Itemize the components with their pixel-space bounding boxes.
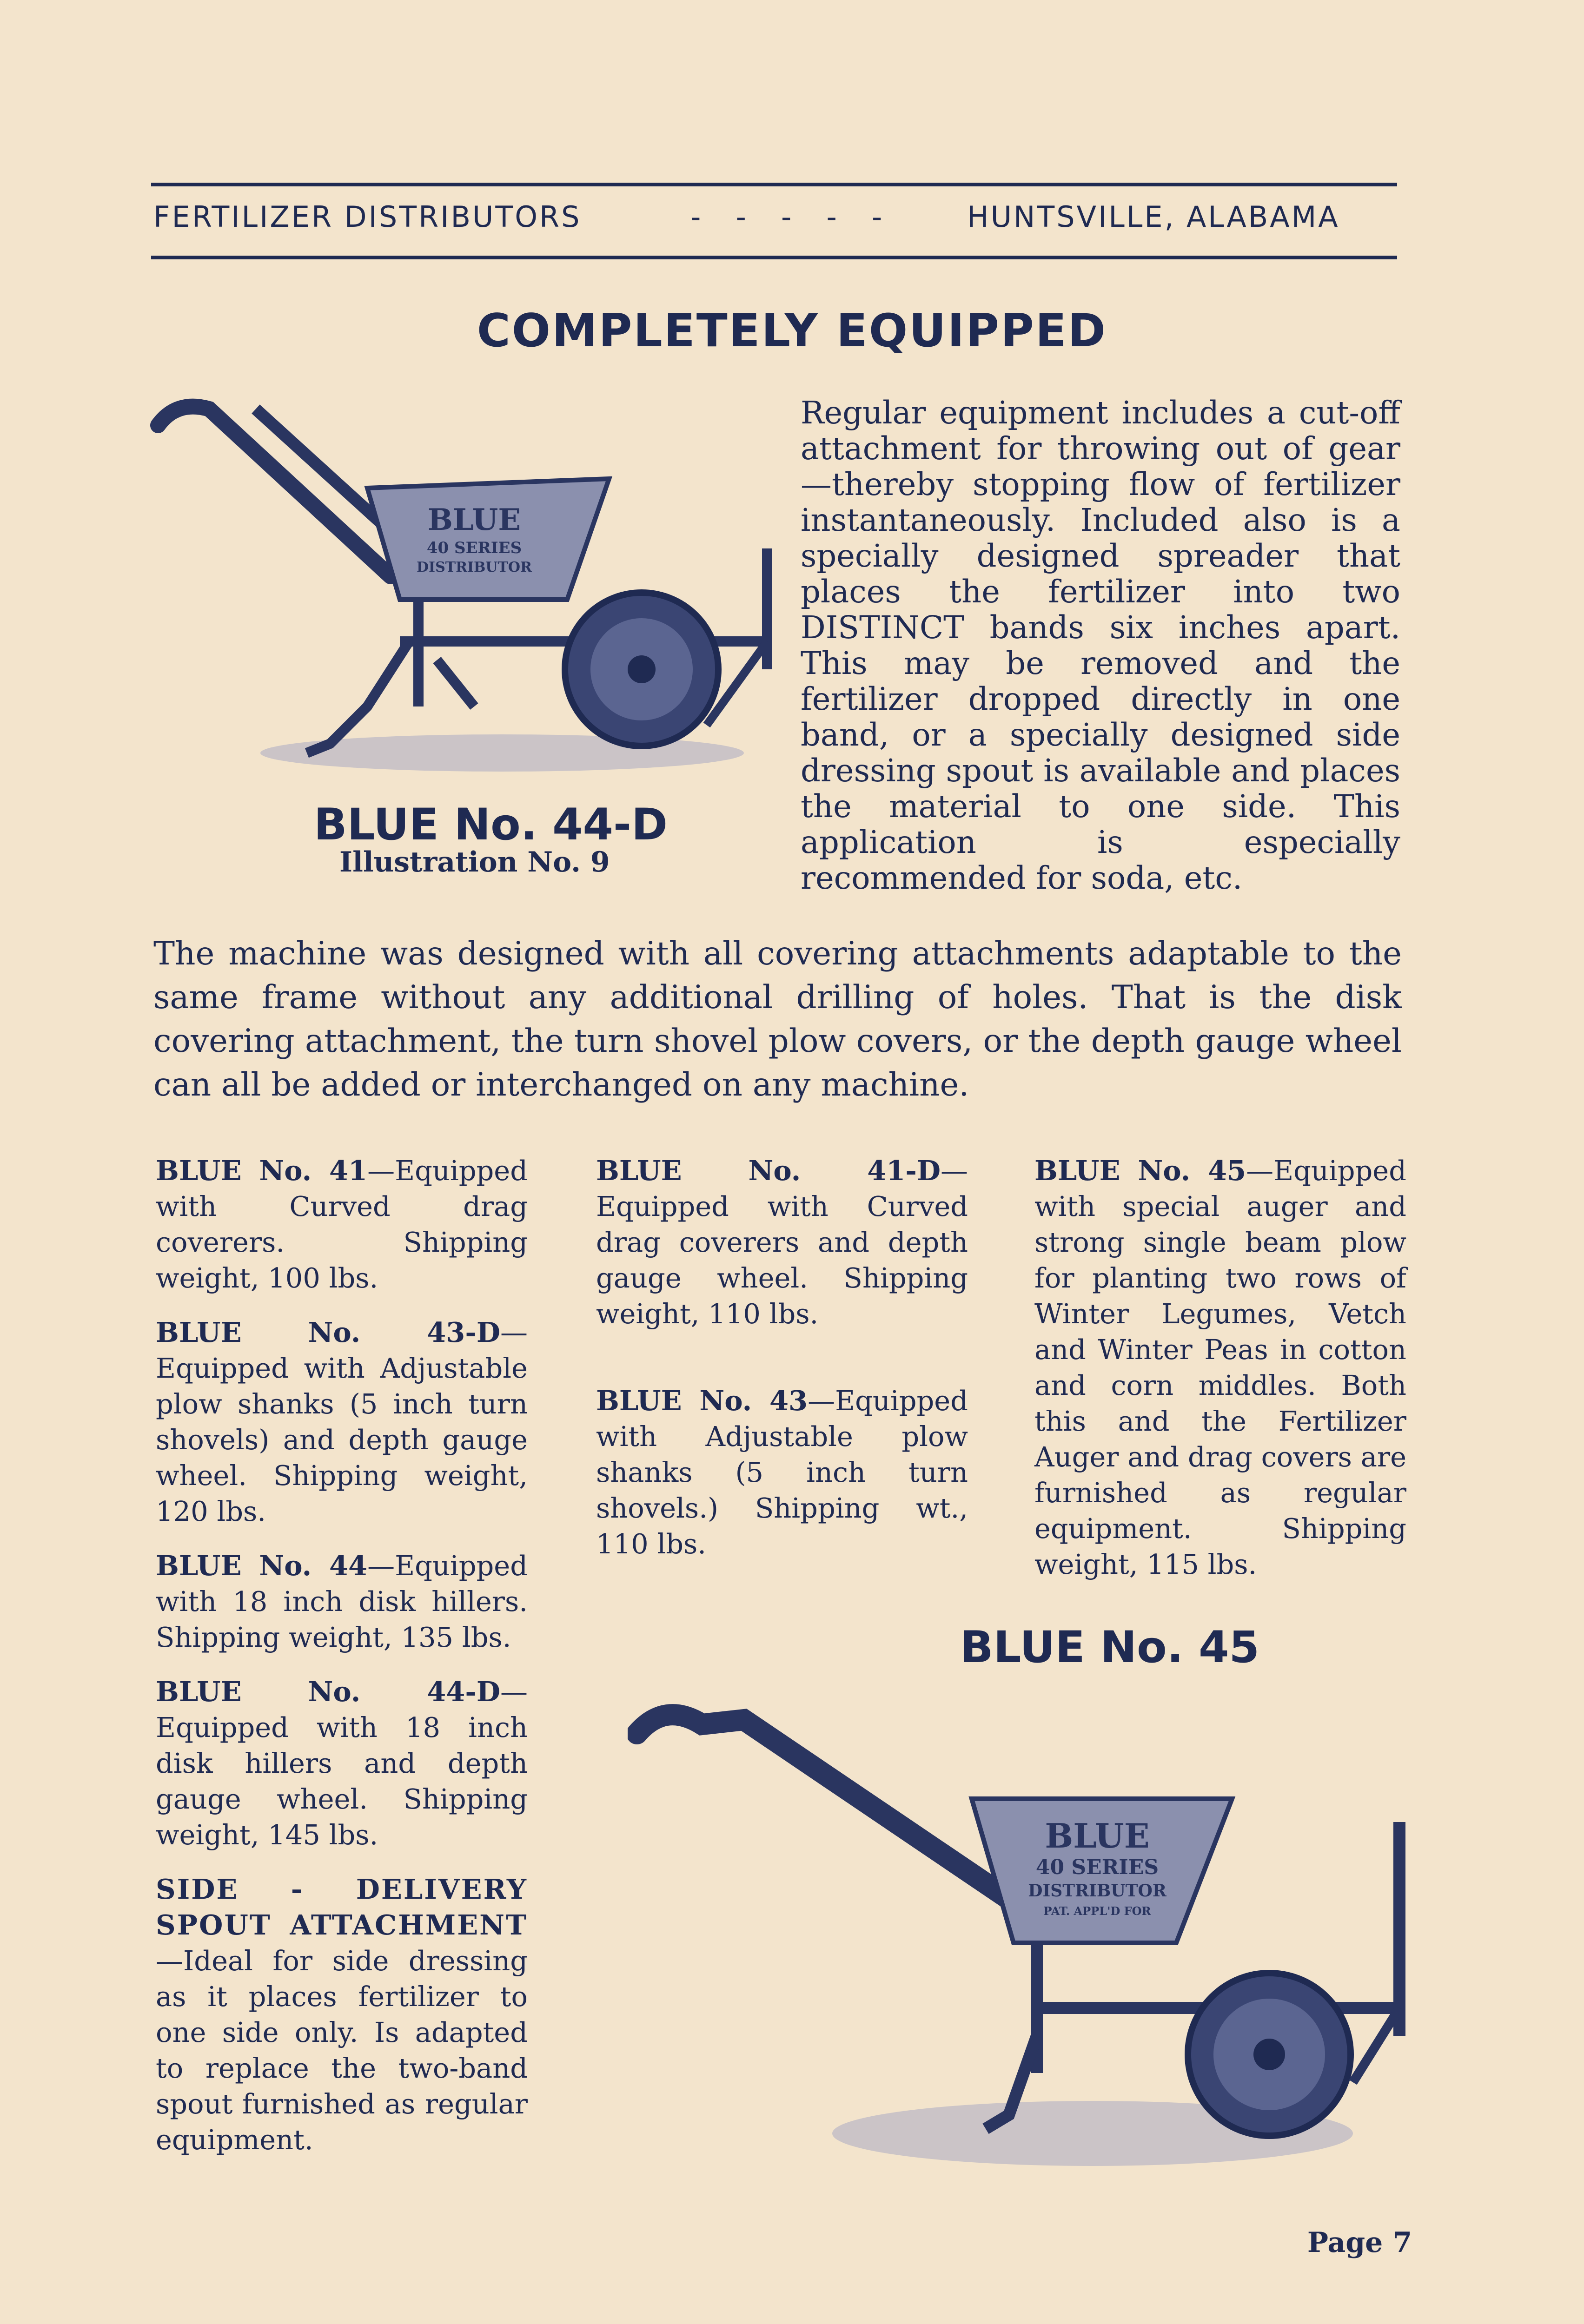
model-desc: —Equipped with Adjustable plow shanks (5 inch turn shovels.) Shipping wt., 110 lbs. — [596, 1385, 968, 1560]
svg-text:BLUE: BLUE — [427, 502, 521, 537]
model-43d-entry — [156, 1314, 528, 1529]
model-desc: —Equipped with Adjustable plow shanks (5 inch turn shovels) and depth gauge wheel. Shipping weight, 120 lbs. — [156, 1316, 528, 1527]
model-desc: —Equipped with 18 inch disk hillers and depth gauge wheel. Shipping weight, 145 lbs. — [156, 1676, 528, 1851]
model-45-entry — [1034, 1153, 1406, 1582]
model-name: BLUE No. 44 — [156, 1550, 368, 1582]
header-left-text: FERTILIZER DISTRIBUTORS — [153, 200, 582, 234]
models-column-3 — [1034, 1153, 1406, 1601]
model-desc: —Equipped with special auger and strong single beam plow for planting two rows of Winter Legumes, Vetch and Winter Peas in cotton and corn middles. Both this and the Fertilizer Auger and drag covers are furnished as regular equipment. Shipping weight, 115 lbs. — [1034, 1155, 1406, 1580]
svg-text:40 SERIES: 40 SERIES — [426, 539, 522, 557]
model-44d-entry — [156, 1674, 528, 1853]
side-delivery-entry — [156, 1871, 528, 2158]
header-top-rule — [151, 183, 1397, 186]
distributor-45-illustration — [628, 1683, 1418, 2185]
model-name: BLUE No. 41 — [156, 1155, 368, 1187]
distributor-44d-illustration — [149, 381, 776, 790]
header-dashes: - - - - - — [690, 200, 884, 234]
model-name: BLUE No. 45 — [1034, 1155, 1246, 1187]
models-column-2 — [596, 1153, 968, 1580]
models-column-1 — [156, 1153, 528, 2176]
page-title: COMPLETELY EQUIPPED — [477, 304, 1107, 357]
header-bottom-rule — [151, 256, 1397, 259]
figure-45-caption: BLUE No. 45 — [960, 1622, 1259, 1673]
hopper-label-44d — [417, 502, 532, 575]
model-desc: —Equipped with Curved drag coverers and depth gauge wheel. Shipping weight, 110 lbs. — [596, 1155, 968, 1330]
figure-44d-caption: BLUE No. 44-D — [314, 799, 668, 850]
header-right-text: HUNTSVILLE, ALABAMA — [967, 200, 1340, 234]
model-desc: —Equipped with Curved drag coverers. Shipping weight, 100 lbs. — [156, 1155, 528, 1294]
model-name: BLUE No. 43 — [596, 1385, 808, 1417]
intro-text: Regular equipment includes a cut-off attachment for throwing out of gear—thereby stopping flow of fertilizer instantaneously. Included also is a specially designed spreader that places the fertilizer into two DISTINCT bands six inches apart. This may be removed and the fertilizer dropped directly in one band, or a specially designed side dressing spout is available and places the material to one side. This application is especially recommended for soda, etc. — [801, 395, 1400, 896]
model-desc: —Equipped with 18 inch disk hillers. Shipping weight, 135 lbs. — [156, 1550, 528, 1653]
model-41d-entry — [596, 1153, 968, 1332]
model-41-entry — [156, 1153, 528, 1296]
model-name: SIDE - DELIVERY SPOUT ATTACHMENT — [156, 1873, 528, 1941]
svg-text:BLUE: BLUE — [1045, 1816, 1150, 1855]
figure-44d-subcaption: Illustration No. 9 — [339, 846, 610, 878]
model-44-entry — [156, 1548, 528, 1655]
svg-text:DISTRIBUTOR: DISTRIBUTOR — [1028, 1881, 1166, 1901]
main-paragraph: The machine was designed with all covering attachments adaptable to the same frame without any additional drilling of holes. That is the disk covering attachment, the turn shovel plow covers, or the depth gauge wheel can all be added or interchanged on any machine. — [153, 935, 1402, 1103]
svg-text:40 SERIES: 40 SERIES — [1035, 1855, 1159, 1879]
model-name: BLUE No. 41-D — [596, 1155, 941, 1187]
model-name: BLUE No. 44-D — [156, 1676, 500, 1708]
model-desc: —Ideal for side dressing as it places fertilizer to one side only. Is adapted to replace the two-band spout furnished as regular equipment. — [156, 1945, 528, 2156]
page-number: Page 7 — [1307, 2226, 1412, 2259]
intro-text-block — [801, 395, 1400, 896]
svg-text:DISTRIBUTOR: DISTRIBUTOR — [417, 559, 532, 575]
model-name: BLUE No. 43-D — [156, 1316, 500, 1348]
model-43-entry — [596, 1383, 968, 1562]
svg-text:PAT. APPL'D FOR: PAT. APPL'D FOR — [1043, 1904, 1151, 1918]
